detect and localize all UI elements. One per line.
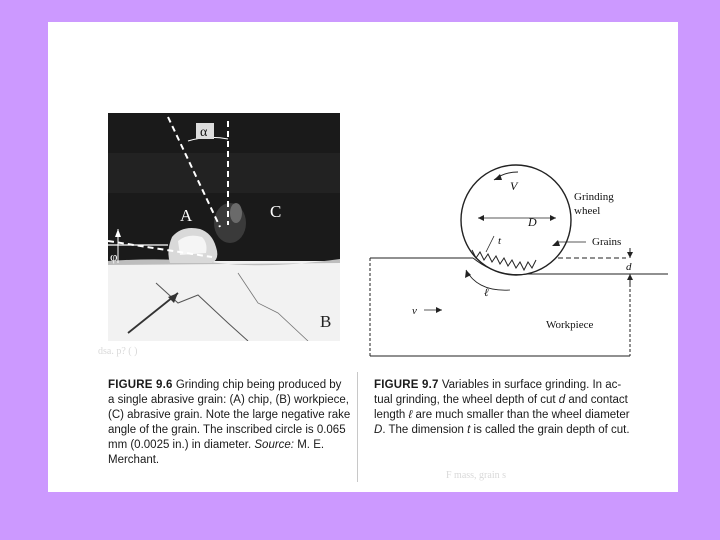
var-D: D bbox=[374, 424, 383, 436]
caption-9-7-line-4: . The dimension bbox=[382, 424, 464, 436]
figure-9-6-caption bbox=[108, 378, 356, 468]
caption-9-7-line-4b: is called the grain depth of cut. bbox=[473, 424, 630, 436]
workpiece-label-b: B bbox=[320, 312, 332, 331]
grain-depth-t-label: t bbox=[498, 235, 502, 247]
source-author-2: Merchant. bbox=[108, 454, 160, 466]
figure-9-6-label: FIGURE 9.6 bbox=[108, 379, 173, 391]
figure-9-7-diagram bbox=[368, 150, 668, 360]
var-t: t bbox=[467, 424, 471, 436]
source-label: Source: bbox=[254, 439, 295, 451]
figure-9-7-caption bbox=[374, 378, 670, 438]
velocity-V-label: V bbox=[510, 179, 518, 193]
var-d: d bbox=[558, 394, 566, 406]
column-divider bbox=[357, 372, 358, 482]
var-l: ℓ bbox=[408, 409, 413, 421]
diameter-D-label: D bbox=[528, 215, 537, 229]
caption-9-7-line-2b: and contact bbox=[568, 394, 628, 406]
wheel-label: wheel bbox=[574, 205, 601, 217]
contact-length-label: ℓ bbox=[484, 287, 489, 299]
figure-9-6-photo bbox=[108, 113, 340, 341]
workpiece-label: Workpiece bbox=[546, 319, 594, 331]
chip-label: A bbox=[180, 206, 193, 225]
source-author: M. E. bbox=[297, 439, 325, 451]
feed-v-label: v bbox=[412, 305, 417, 317]
caption-9-7-line-3: length bbox=[374, 409, 406, 421]
ghost-text-1: dsa. p? ( ) bbox=[98, 346, 138, 357]
caption-9-7-line-3b: are much smaller than the wheel diameter bbox=[415, 409, 630, 421]
grains-label: Grains bbox=[592, 236, 622, 248]
caption-9-6-line-4: angle of the grain. The inscribed circle is 0.065 bbox=[108, 424, 346, 436]
phi-label: φ bbox=[110, 249, 118, 264]
depth-d-label: d bbox=[626, 261, 632, 273]
caption-9-6-line-3: (C) abrasive grain. Note the large negative rake bbox=[108, 409, 351, 421]
caption-9-7-line-2: tual grinding, the wheel depth of cut bbox=[374, 394, 556, 406]
figure-9-7-label: FIGURE 9.7 bbox=[374, 379, 439, 391]
caption-9-6-line-5: mm (0.0025 in.) in diameter. bbox=[108, 439, 252, 451]
caption-9-6-line-2: a single abrasive grain: (A) chip, (B) workpiece, bbox=[108, 394, 349, 406]
ghost-text-2: F mass, grain s bbox=[446, 470, 506, 481]
grain-label: C bbox=[270, 202, 282, 221]
caption-9-6-line-1: Grinding chip being produced by bbox=[175, 379, 342, 391]
alpha-label: α bbox=[200, 125, 208, 140]
grinding-label: Grinding bbox=[574, 191, 614, 203]
caption-9-7-line-1: Variables in surface grinding. In ac- bbox=[441, 379, 622, 391]
